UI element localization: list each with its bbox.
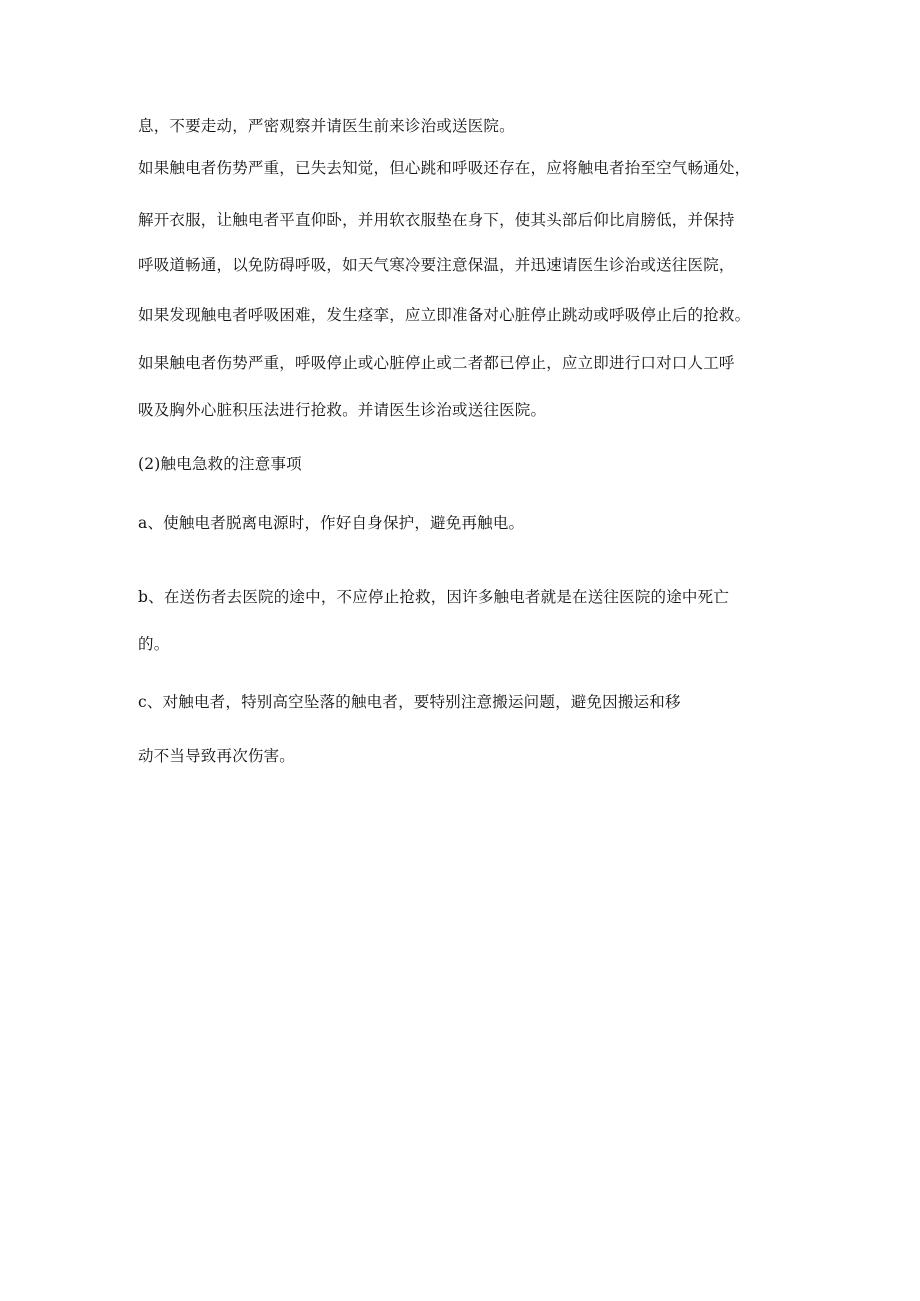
list-item-c: c、对触电者，特别高空坠落的触电者，要特别注意搬运问题，避免因搬运和移 [138,693,681,711]
text-line-6: 如果触电者伤势严重，呼吸停止或心脏停止或二者都已停止，应立即进行口对口人工呼 [138,354,735,372]
section-heading: (2)触电急救的注意事项 [138,455,302,473]
text-line-3: 解开衣服，让触电者平直仰卧，并用软衣服垫在身下，使其头部后仰比肩膀低，并保持 [138,211,735,229]
text-line-1: 息，不要走动，严密观察并请医生前来诊治或送医院。 [138,117,515,135]
list-item-c-continued: 动不当导致再次伤害。 [138,747,296,765]
text-line-5: 如果发现触电者呼吸困难，发生痉挛，应立即准备对心脏停止跳动或呼吸停止后的抢救。 [138,306,751,324]
text-line-2: 如果触电者伤势严重，已失去知觉，但心跳和呼吸还存在，应将触电者抬至空气畅通处， [138,159,751,177]
list-item-a: a、使触电者脱离电源时，作好自身保护，避免再触电。 [138,514,525,532]
text-line-7: 吸及胸外心脏积压法进行抢救。并请医生诊治或送往医院。 [138,401,547,419]
list-item-b: b、在送伤者去医院的途中，不应停止抢救，因许多触电者就是在送往医院的途中死亡 [138,588,730,606]
list-item-b-continued: 的。 [138,635,170,653]
text-line-4: 呼吸道畅通，以免防碍呼吸，如天气寒冷要注意保温，并迅速请医生诊治或送往医院， [138,256,735,274]
